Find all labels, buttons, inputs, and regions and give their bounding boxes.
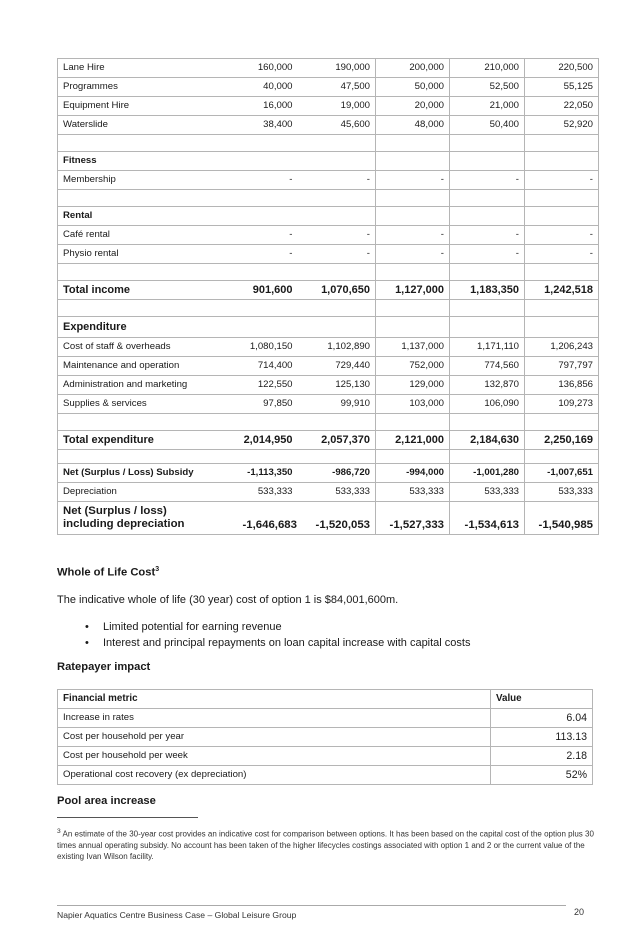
footnote-marker: 3 <box>57 828 61 835</box>
value-cell <box>376 190 450 207</box>
value-cell: - <box>238 171 298 190</box>
value-cell: -1,113,350 <box>238 464 298 483</box>
value-cell: 48,000 <box>376 116 450 135</box>
metric-cell: Operational cost recovery (ex depreciation) <box>58 766 491 785</box>
row-label-line: including depreciation <box>63 518 185 530</box>
row-label: Fitness <box>58 152 238 171</box>
value-cell: - <box>376 226 450 245</box>
value-cell: 1,102,890 <box>298 338 376 357</box>
value-cell: 1,206,243 <box>525 338 599 357</box>
row-label: Expenditure <box>58 317 238 338</box>
value-cell <box>238 414 298 431</box>
value-cell: 901,600 <box>238 281 298 300</box>
value-cell: -1,001,280 <box>450 464 525 483</box>
value-cell: - <box>298 226 376 245</box>
value-cell: 99,910 <box>298 395 376 414</box>
value-cell: 129,000 <box>376 376 450 395</box>
footnote <box>57 826 597 862</box>
whole-of-life-heading: Whole of Life Cost$^3$ <box>57 566 160 579</box>
table-row <box>58 431 599 450</box>
value-cell <box>298 317 376 338</box>
row-label <box>58 264 238 281</box>
table-row <box>58 171 599 190</box>
table-row <box>58 317 599 338</box>
table-row <box>58 338 599 357</box>
table-row <box>58 59 599 78</box>
table-row <box>58 152 599 171</box>
value-cell <box>238 190 298 207</box>
table-row <box>58 281 599 300</box>
table-row <box>58 766 593 785</box>
value-cell <box>298 152 376 171</box>
value-cell: 533,333 <box>450 483 525 502</box>
row-label: Total expenditure <box>58 431 238 450</box>
table-row <box>58 464 599 483</box>
table-row <box>58 395 599 414</box>
value-cell: 50,400 <box>450 116 525 135</box>
metric-cell: Cost per household per week <box>58 747 491 766</box>
row-label: Café rental <box>58 226 238 245</box>
value-cell <box>298 135 376 152</box>
value-cell <box>376 300 450 317</box>
value-cell <box>525 450 599 464</box>
table-row <box>58 226 599 245</box>
value-cell <box>238 264 298 281</box>
value-cell: 797,797 <box>525 357 599 376</box>
value-cell: 132,870 <box>450 376 525 395</box>
value-cell: -1,527,333 <box>376 502 450 535</box>
bullet-item: • Interest and principal repayments on loan capital increase with capital costs <box>85 637 471 649</box>
value-cell: 752,000 <box>376 357 450 376</box>
value-cell <box>450 414 525 431</box>
value-cell <box>238 450 298 464</box>
value-cell <box>376 317 450 338</box>
value-cell: - <box>525 171 599 190</box>
value-cell: 106,090 <box>450 395 525 414</box>
value-cell: 19,000 <box>298 97 376 116</box>
value-cell <box>525 207 599 226</box>
table-row <box>58 245 599 264</box>
value-cell: 113.13 <box>491 728 593 747</box>
value-cell: - <box>525 226 599 245</box>
value-cell: 2.18 <box>491 747 593 766</box>
page-number: 20 <box>574 907 585 917</box>
spacer-row <box>58 190 599 207</box>
row-label: Administration and marketing <box>58 376 238 395</box>
footer-title: Napier Aquatics Centre Business Case – Global Leisure Group <box>57 910 297 920</box>
value-cell: 21,000 <box>450 97 525 116</box>
table-row <box>58 376 599 395</box>
value-cell: 2,250,169 <box>525 431 599 450</box>
value-cell: 55,125 <box>525 78 599 97</box>
value-cell: - <box>450 226 525 245</box>
value-cell: -1,646,683 <box>238 502 298 535</box>
value-cell: 200,000 <box>376 59 450 78</box>
table-row <box>58 116 599 135</box>
metric-column-header: Financial metric <box>58 690 491 709</box>
footnote-divider <box>57 817 198 818</box>
value-cell: 533,333 <box>298 483 376 502</box>
row-label: Equipment Hire <box>58 97 238 116</box>
value-cell: - <box>298 171 376 190</box>
footer-divider <box>57 905 566 906</box>
spacer-row <box>58 450 599 464</box>
row-label <box>58 414 238 431</box>
value-cell: 533,333 <box>525 483 599 502</box>
value-cell <box>525 414 599 431</box>
value-cell <box>238 300 298 317</box>
value-cell: 533,333 <box>376 483 450 502</box>
value-cell <box>450 317 525 338</box>
value-cell <box>525 300 599 317</box>
value-cell: 45,600 <box>298 116 376 135</box>
footnote-text: An estimate of the 30-year cost provides an indicative cost for comparison between options. It has been based on the capital cost of the option plus 30 times annual operating subsidy. No account has been taken of the higher lifecycles costings associated with option 1 and 2 or the current value of the existing Ivan Wilson facility. <box>57 829 594 861</box>
table-row <box>58 78 599 97</box>
value-cell: 220,500 <box>525 59 599 78</box>
row-label: Cost of staff & overheads <box>58 338 238 357</box>
table-row <box>58 747 593 766</box>
value-cell: 2,014,950 <box>238 431 298 450</box>
value-cell <box>450 190 525 207</box>
value-cell: 1,137,000 <box>376 338 450 357</box>
value-cell: 125,130 <box>298 376 376 395</box>
value-cell: 136,856 <box>525 376 599 395</box>
value-cell: 52,920 <box>525 116 599 135</box>
value-cell <box>376 414 450 431</box>
table-row <box>58 728 593 747</box>
value-cell: 1,080,150 <box>238 338 298 357</box>
value-column-header: Value <box>491 690 593 709</box>
value-cell <box>238 152 298 171</box>
row-label: Maintenance and operation <box>58 357 238 376</box>
value-cell <box>376 207 450 226</box>
value-cell: 38,400 <box>238 116 298 135</box>
value-cell: 1,127,000 <box>376 281 450 300</box>
value-cell: 774,560 <box>450 357 525 376</box>
row-label <box>58 135 238 152</box>
value-cell <box>376 264 450 281</box>
value-cell: 50,000 <box>376 78 450 97</box>
value-cell: -986,720 <box>298 464 376 483</box>
row-label: Programmes <box>58 78 238 97</box>
row-label <box>58 190 238 207</box>
spacer-row <box>58 135 599 152</box>
value-cell <box>298 414 376 431</box>
whole-of-life-bullets <box>85 619 471 651</box>
table-row <box>58 502 599 535</box>
value-cell: 2,121,000 <box>376 431 450 450</box>
value-cell: - <box>450 245 525 264</box>
row-label: Membership <box>58 171 238 190</box>
value-cell: 20,000 <box>376 97 450 116</box>
table-row <box>58 207 599 226</box>
metric-cell: Increase in rates <box>58 709 491 728</box>
row-label: Lane Hire <box>58 59 238 78</box>
value-cell: 52,500 <box>450 78 525 97</box>
value-cell <box>450 207 525 226</box>
value-cell: -994,000 <box>376 464 450 483</box>
value-cell: 2,057,370 <box>298 431 376 450</box>
value-cell: 16,000 <box>238 97 298 116</box>
value-cell: 52% <box>491 766 593 785</box>
value-cell: - <box>450 171 525 190</box>
value-cell: 533,333 <box>238 483 298 502</box>
value-cell: 47,500 <box>298 78 376 97</box>
row-label <box>58 450 238 464</box>
value-cell <box>298 450 376 464</box>
table-row <box>58 97 599 116</box>
value-cell <box>298 207 376 226</box>
value-cell: 103,000 <box>376 395 450 414</box>
metric-cell: Cost per household per year <box>58 728 491 747</box>
value-cell: 122,550 <box>238 376 298 395</box>
table-row <box>58 357 599 376</box>
value-cell <box>376 152 450 171</box>
bullet-icon: • <box>85 621 89 633</box>
value-cell <box>525 317 599 338</box>
value-cell: 97,850 <box>238 395 298 414</box>
value-cell: -1,540,985 <box>525 502 599 535</box>
ratepayer-header-row <box>58 690 593 709</box>
value-cell: - <box>298 245 376 264</box>
value-cell <box>450 450 525 464</box>
value-cell <box>298 264 376 281</box>
row-label: Waterslide <box>58 116 238 135</box>
row-label: Net (Surplus / Loss) Subsidy <box>58 464 238 483</box>
value-cell: -1,520,053 <box>298 502 376 535</box>
pool-area-heading: Pool area increase <box>57 795 156 807</box>
value-cell: 1,242,518 <box>525 281 599 300</box>
value-cell <box>450 152 525 171</box>
value-cell: -1,007,651 <box>525 464 599 483</box>
value-cell <box>450 264 525 281</box>
table-row <box>58 709 593 728</box>
whole-of-life-paragraph: The indicative whole of life (30 year) cost of option 1 is $84,001,600m. <box>57 594 399 606</box>
value-cell: 714,400 <box>238 357 298 376</box>
value-cell <box>238 317 298 338</box>
value-cell <box>238 207 298 226</box>
value-cell: - <box>525 245 599 264</box>
value-cell <box>525 264 599 281</box>
value-cell: 109,273 <box>525 395 599 414</box>
bullet-item: • Limited potential for earning revenue <box>85 621 282 633</box>
financial-table <box>57 58 599 535</box>
value-cell <box>450 135 525 152</box>
table-row <box>58 483 599 502</box>
value-cell: 6.04 <box>491 709 593 728</box>
value-cell: 210,000 <box>450 59 525 78</box>
value-cell: 2,184,630 <box>450 431 525 450</box>
row-label: Supplies & services <box>58 395 238 414</box>
row-label-line: Net (Surplus / loss) <box>63 505 167 517</box>
value-cell: 1,070,650 <box>298 281 376 300</box>
row-label: Physio rental <box>58 245 238 264</box>
row-label: Total income <box>58 281 238 300</box>
value-cell <box>450 300 525 317</box>
value-cell: 22,050 <box>525 97 599 116</box>
value-cell: 190,000 <box>298 59 376 78</box>
value-cell: 40,000 <box>238 78 298 97</box>
ratepayer-heading: Ratepayer impact <box>57 661 151 673</box>
value-cell <box>238 135 298 152</box>
ratepayer-table <box>57 689 593 785</box>
value-cell: - <box>376 171 450 190</box>
row-label: Rental <box>58 207 238 226</box>
value-cell: - <box>238 245 298 264</box>
row-label <box>58 300 238 317</box>
bullet-icon: • <box>85 637 89 649</box>
value-cell <box>525 135 599 152</box>
value-cell <box>298 300 376 317</box>
value-cell: - <box>376 245 450 264</box>
spacer-row <box>58 414 599 431</box>
spacer-row <box>58 264 599 281</box>
value-cell <box>298 190 376 207</box>
row-label: Depreciation <box>58 483 238 502</box>
value-cell: 160,000 <box>238 59 298 78</box>
value-cell <box>376 450 450 464</box>
value-cell: 729,440 <box>298 357 376 376</box>
spacer-row <box>58 300 599 317</box>
row-label <box>58 502 238 535</box>
value-cell <box>525 190 599 207</box>
value-cell <box>525 152 599 171</box>
value-cell <box>376 135 450 152</box>
value-cell: - <box>238 226 298 245</box>
value-cell: 1,183,350 <box>450 281 525 300</box>
value-cell: 1,171,110 <box>450 338 525 357</box>
value-cell: -1,534,613 <box>450 502 525 535</box>
